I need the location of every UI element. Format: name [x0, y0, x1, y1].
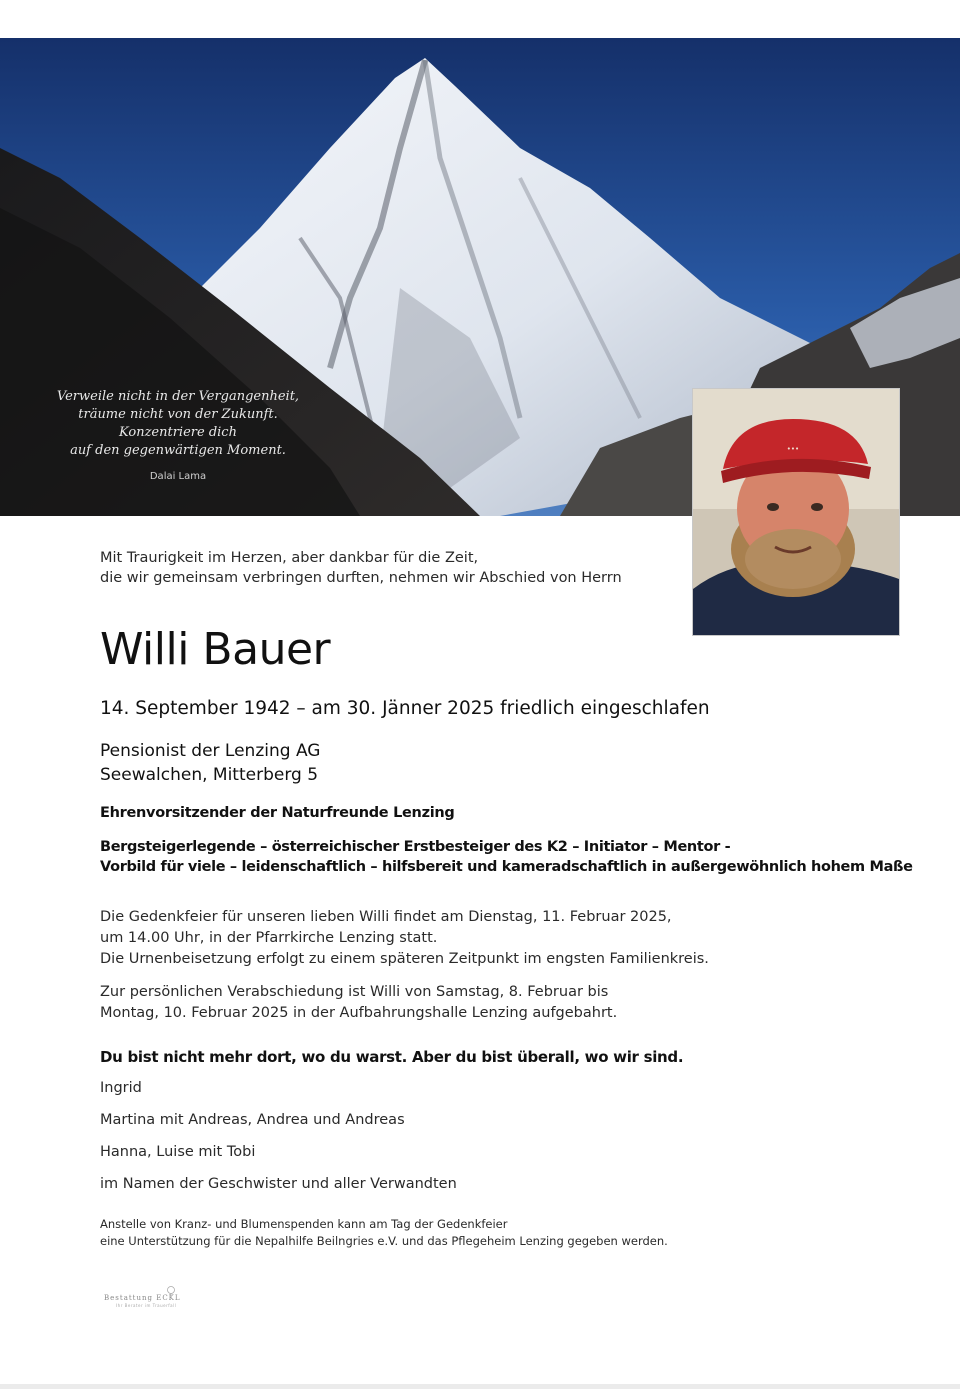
legend-description — [100, 837, 920, 877]
logo-subtitle: Ihr Berater im Trauerfall — [116, 1303, 177, 1308]
donation-line: eine Unterstützung für die Nepalhilfe Beilngries e.V. und das Pflegeheim Lenzing gegeben werden. — [100, 1234, 668, 1248]
donation-note — [100, 1216, 920, 1250]
dalai-lama-quote — [52, 388, 304, 486]
memorial-motto: Du bist nicht mehr dort, wo du warst. Aber du bist überall, wo wir sind. — [100, 1048, 684, 1066]
viewing-line: Zur persönlichen Verabschiedung ist Willi von Samstag, 8. Februar bis — [100, 984, 609, 1000]
svg-text:•••: ••• — [786, 445, 800, 453]
quote-line: Konzentriere dich — [119, 425, 237, 440]
quote-author: Dalai Lama — [149, 471, 207, 482]
deceased-name: Willi Bauer — [100, 624, 331, 675]
quote-line: auf den gegenwärtigen Moment. — [70, 443, 286, 458]
intro-text — [100, 548, 920, 588]
ceremony-info — [100, 907, 920, 970]
donation-line: Anstelle von Kranz- und Blumenspenden kann am Tag der Gedenkfeier — [100, 1217, 508, 1231]
quote-line: Verweile nicht in der Vergangenheit, — [56, 389, 300, 404]
intro-line: die wir gemeinsam verbringen durften, nehmen wir Abschied von Herrn — [100, 570, 622, 586]
viewing-line: Montag, 10. Februar 2025 in der Aufbahrungshalle Lenzing aufgebahrt. — [100, 1005, 618, 1021]
legend-line: Bergsteigerlegende – österreichischer Erstbesteiger des K2 – Initiator – Mentor - — [100, 839, 731, 855]
address-line: Seewalchen, Mitterberg 5 — [100, 765, 319, 785]
quote-line: träume nicht von der Zukunft. — [78, 407, 278, 422]
ceremony-line: Die Gedenkfeier für unseren lieben Willi findet am Dienstag, 11. Februar 2025, — [100, 909, 672, 925]
mourner-name: Ingrid — [100, 1080, 142, 1096]
occupation-address — [100, 739, 920, 787]
occupation-line: Pensionist der Lenzing AG — [100, 741, 321, 761]
honor-title: Ehrenvorsitzender der Naturfreunde Lenzing — [100, 805, 455, 821]
viewing-info — [100, 982, 920, 1024]
mourner-name: Hanna, Luise mit Tobi — [100, 1144, 256, 1160]
life-dates: 14. September 1942 – am 30. Jänner 2025 friedlich eingeschlafen — [100, 698, 710, 719]
funeral-home-logo — [104, 1286, 214, 1310]
mourner-name: im Namen der Geschwister und aller Verwandten — [100, 1176, 457, 1192]
intro-line: Mit Traurigkeit im Herzen, aber dankbar für die Zeit, — [100, 550, 479, 566]
legend-line: Vorbild für viele – leidenschaftlich – hilfsbereit und kameradschaftlich in außergewöhnlich hohem Maße — [100, 859, 913, 875]
ceremony-line: Die Urnenbeisetzung erfolgt zu einem späteren Zeitpunkt im engsten Familienkreis. — [100, 951, 709, 967]
ceremony-line: um 14.00 Uhr, in der Pfarrkirche Lenzing statt. — [100, 930, 438, 946]
logo-text: Bestattung ECKL — [104, 1294, 181, 1302]
mourner-name: Martina mit Andreas, Andrea und Andreas — [100, 1112, 405, 1128]
obituary-text — [100, 548, 920, 1250]
